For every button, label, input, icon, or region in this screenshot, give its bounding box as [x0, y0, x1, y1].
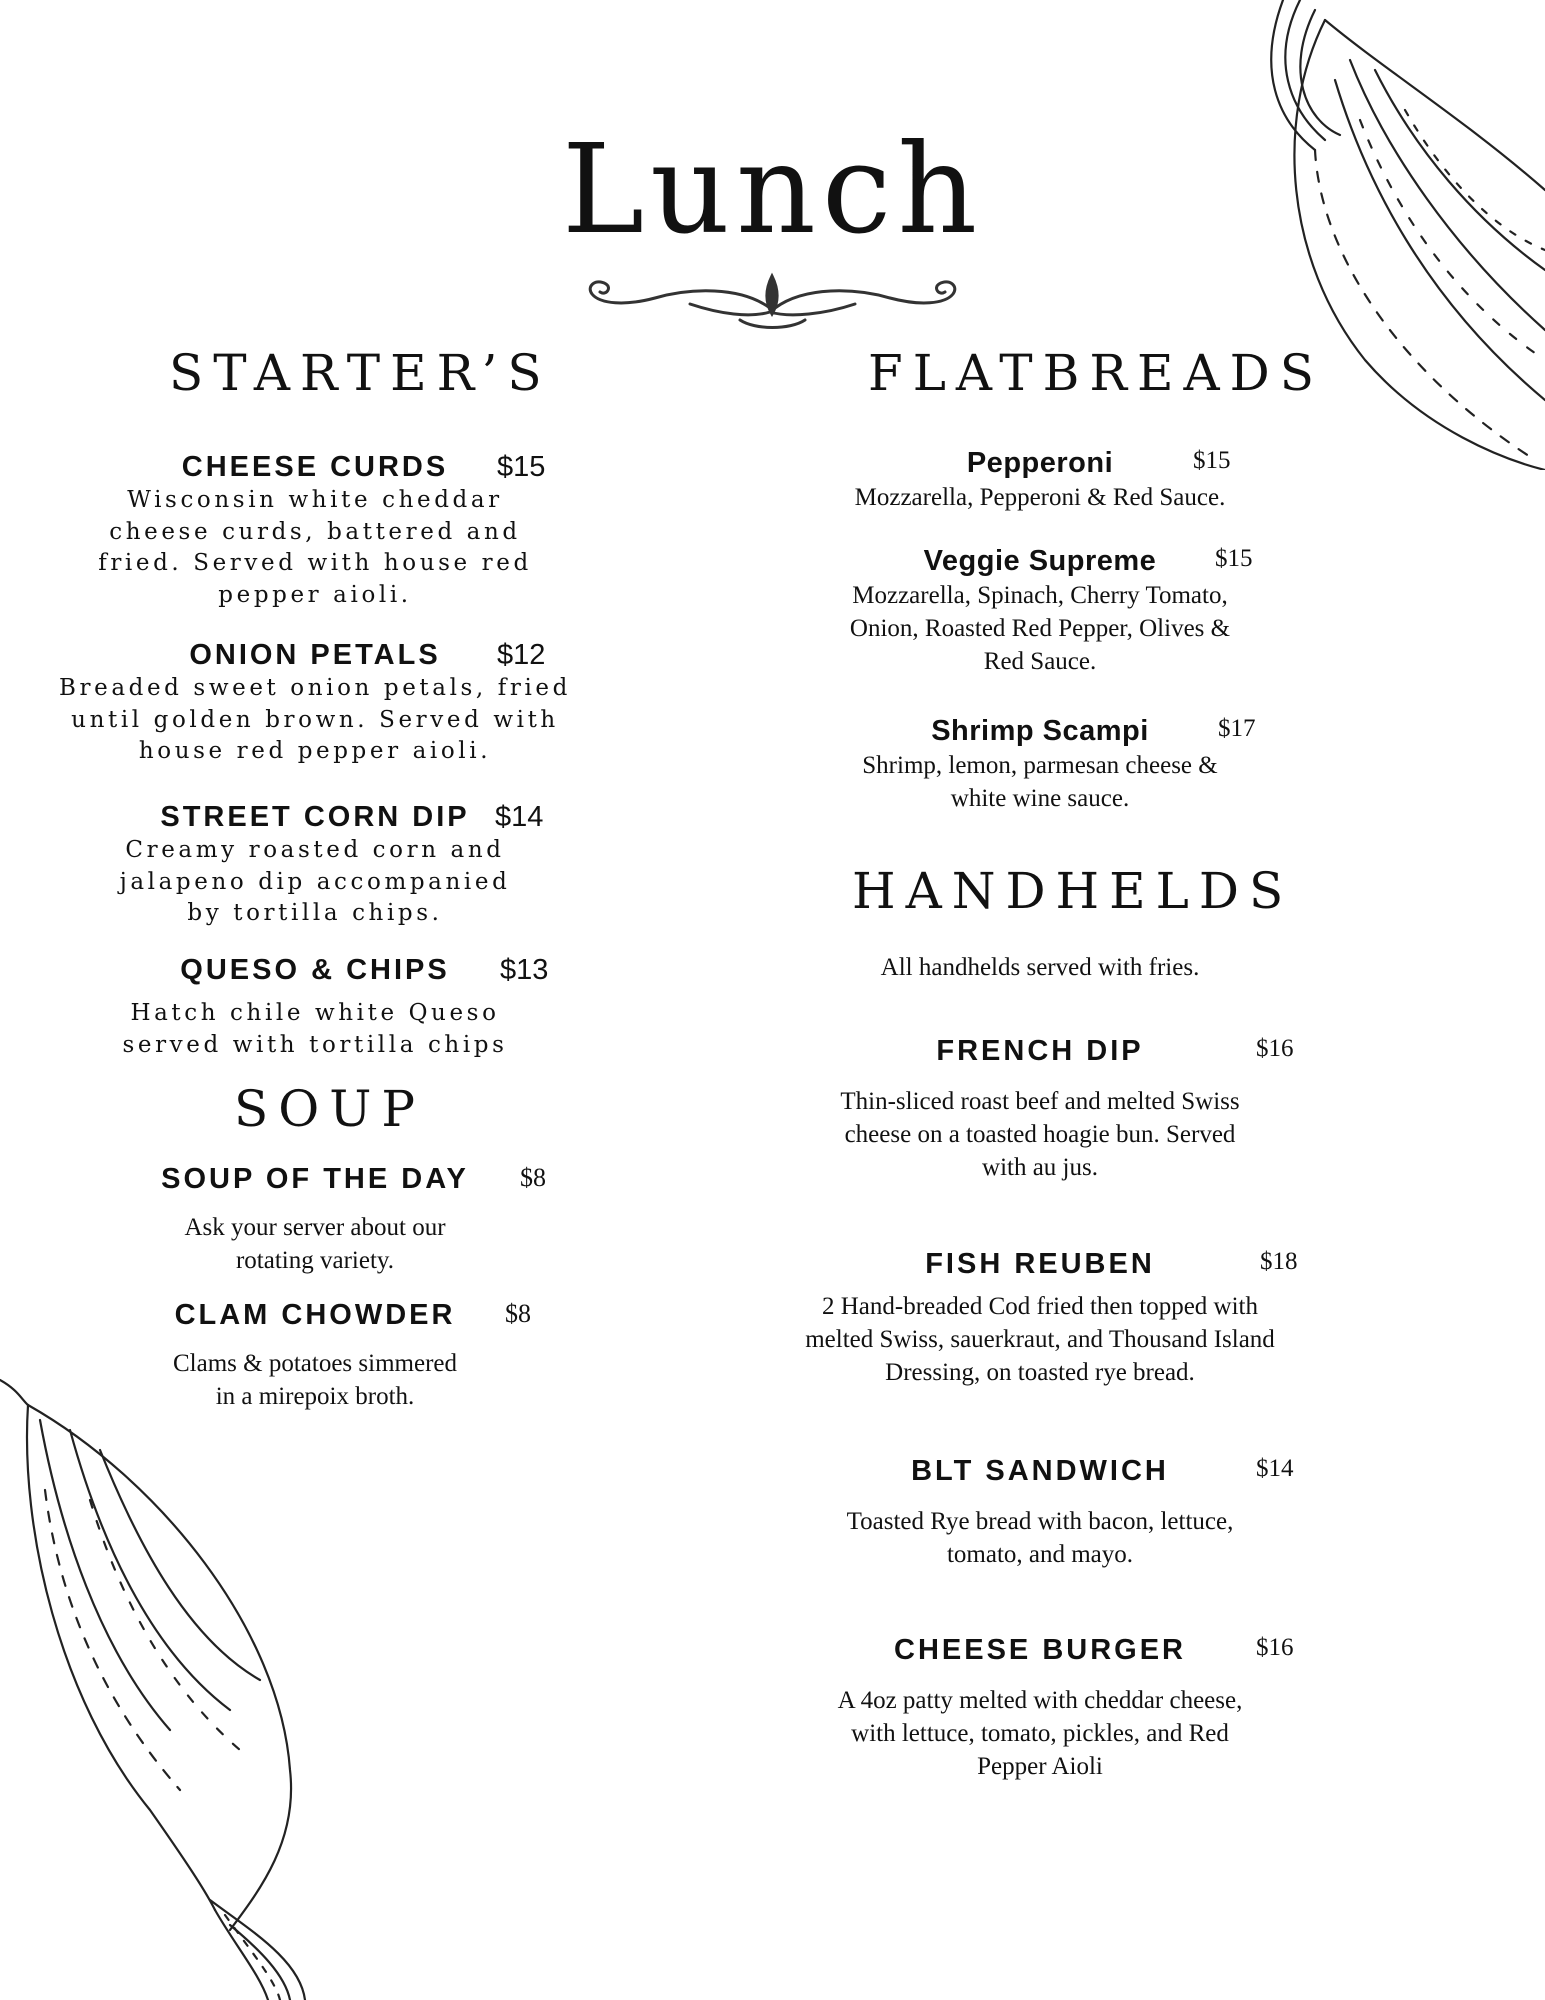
menu-item	[35, 450, 595, 612]
item-price: $16	[1256, 1035, 1294, 1062]
soup-heading: SOUP	[234, 1080, 426, 1138]
item-description: Creamy roasted corn and jalapeno dip accompanied by tortilla chips.	[119, 836, 511, 927]
item-price: $15	[497, 451, 546, 483]
item-description: Mozzarella, Pepperoni & Red Sauce.	[854, 483, 1226, 511]
item-price: $13	[500, 954, 549, 986]
page-title: Lunch	[561, 118, 984, 262]
menu-item	[800, 714, 1280, 815]
item-name: QUESO & CHIPS	[180, 954, 450, 986]
item-price: $14	[495, 801, 544, 833]
menu-item	[35, 800, 595, 930]
item-name: Veggie Supreme	[923, 545, 1157, 577]
item-name: CHEESE BURGER	[894, 1634, 1186, 1666]
item-description: Thin-sliced roast beef and melted Swiss cheese on a toasted hoagie bun. Served with au jus.	[840, 1087, 1240, 1181]
right-column	[800, 0, 1324, 2000]
item-name: STREET CORN DIP	[160, 801, 470, 833]
menu-item	[800, 1633, 1294, 1783]
item-description: Ask your server about our rotating variety.	[184, 1213, 446, 1274]
starters-heading: STARTER’S	[169, 344, 552, 402]
item-price: $17	[1218, 715, 1256, 742]
item-price: $12	[497, 639, 546, 671]
item-description: 2 Hand-breaded Cod fried then topped with melted Swiss, sauerkraut, and Thousand Island Dressing, on toasted rye bread.	[805, 1292, 1275, 1386]
item-price: $14	[1256, 1455, 1294, 1482]
menu-item	[800, 1247, 1298, 1389]
item-name: ONION PETALS	[189, 639, 441, 671]
item-price: $15	[1215, 545, 1253, 572]
menu-item	[35, 953, 595, 1061]
item-name: FISH REUBEN	[925, 1248, 1155, 1280]
item-description: Clams & potatoes simmered in a mirepoix broth.	[173, 1349, 457, 1410]
item-name: FRENCH DIP	[936, 1035, 1144, 1067]
item-description: Hatch chile white Queso served with tortilla chips	[122, 999, 508, 1058]
menu-item	[800, 544, 1280, 678]
left-column	[35, 0, 595, 2000]
item-name: Shrimp Scampi	[931, 715, 1149, 747]
item-description: Toasted Rye bread with bacon, lettuce, tomato, and mayo.	[846, 1507, 1234, 1568]
menu-item	[35, 1162, 595, 1277]
item-name: CLAM CHOWDER	[174, 1299, 456, 1331]
menu-item	[800, 446, 1280, 514]
item-name: CHEESE CURDS	[181, 451, 449, 483]
item-price: $18	[1260, 1248, 1298, 1275]
item-price: $15	[1193, 447, 1231, 474]
handhelds-note: All handhelds served with fries.	[880, 954, 1200, 981]
item-name: BLT SANDWICH	[911, 1455, 1169, 1487]
menu-item	[35, 1298, 595, 1413]
menu-item	[35, 638, 595, 768]
item-name: Pepperoni	[966, 447, 1114, 479]
item-price: $8	[520, 1163, 546, 1192]
item-description: Wisconsin white cheddar cheese curds, battered and fried. Served with house red pepper aioli.	[98, 486, 532, 608]
item-description: A 4oz patty melted with cheddar cheese, with lettuce, tomato, pickles, and Red Pepper Aioli	[837, 1686, 1243, 1780]
menu-item	[800, 1034, 1294, 1184]
item-description: Shrimp, lemon, parmesan cheese & white wine sauce.	[862, 751, 1218, 812]
menu-item	[800, 1454, 1294, 1571]
item-price: $8	[505, 1299, 531, 1328]
item-description: Breaded sweet onion petals, fried until golden brown. Served with house red pepper aioli.	[59, 674, 571, 765]
item-price: $16	[1256, 1634, 1294, 1661]
flatbreads-heading: FLATBREADS	[868, 344, 1324, 402]
handhelds-heading: HANDHELDS	[852, 862, 1294, 920]
item-description: Mozzarella, Spinach, Cherry Tomato, Onion, Roasted Red Pepper, Olives & Red Sauce.	[849, 581, 1231, 675]
item-name: SOUP OF THE DAY	[161, 1163, 469, 1195]
